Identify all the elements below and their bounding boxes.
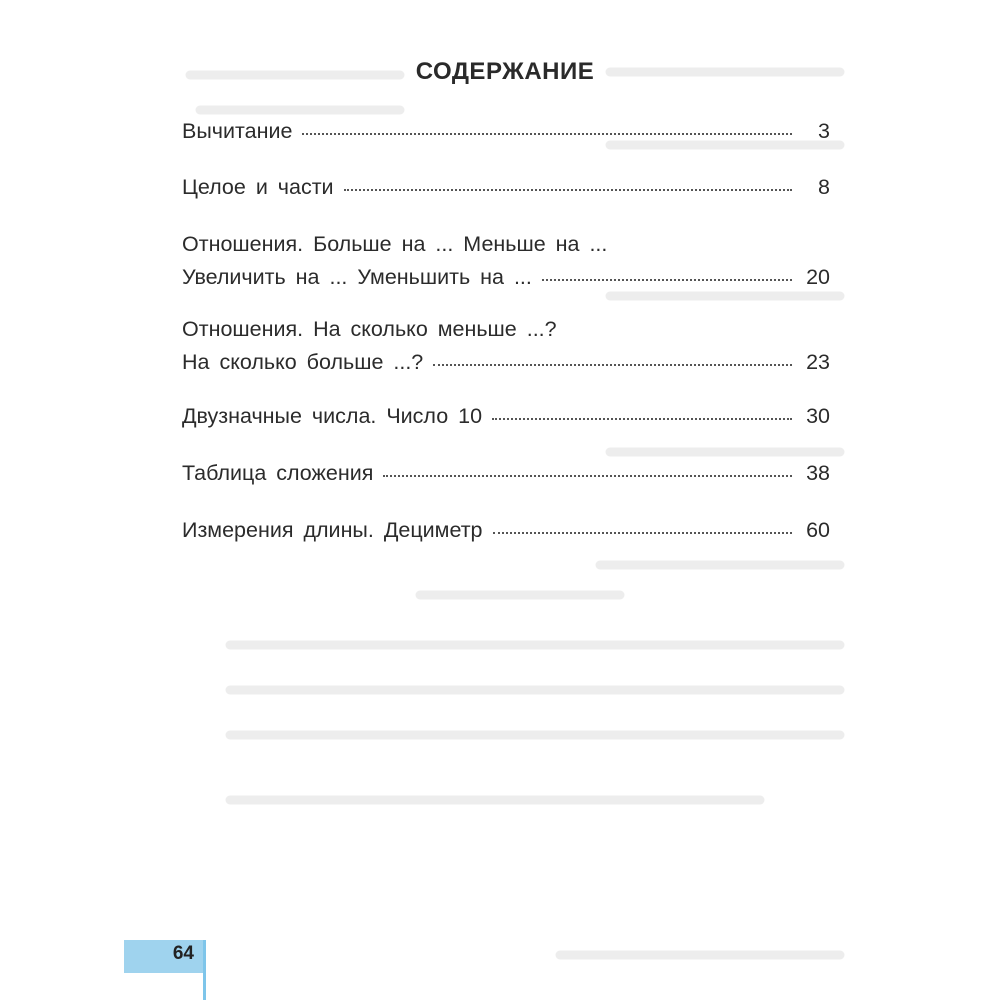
page-title: СОДЕРЖАНИЕ — [415, 58, 595, 85]
toc-entry-addition-table[interactable] — [182, 457, 830, 490]
dot-leader — [492, 418, 792, 420]
toc-entry-page: 8 — [818, 175, 830, 199]
dot-leader — [433, 364, 792, 366]
toc-entry-line — [182, 228, 830, 261]
toc-entry-title: Целое и части — [182, 175, 334, 199]
toc-entry-subtraction[interactable] — [182, 115, 830, 148]
toc-entry-line — [182, 261, 830, 294]
toc-entry-length-measurement[interactable] — [182, 514, 830, 547]
dot-leader — [383, 475, 792, 477]
toc-entry-line — [182, 313, 830, 346]
toc-entry-line — [182, 115, 830, 148]
toc-entry-line — [182, 400, 830, 433]
toc-entry-page: 30 — [806, 404, 830, 428]
toc-entry-page: 3 — [818, 119, 830, 143]
toc-entry-line — [182, 346, 830, 379]
toc-entry-title-continued: Увеличить на ... Уменьшить на ... — [182, 265, 532, 289]
toc-entry-title: Таблица сложения — [182, 461, 374, 485]
toc-entry-line — [182, 457, 830, 490]
toc-entry-title-continued: На сколько больше ...? — [182, 350, 424, 374]
dot-leader — [493, 532, 792, 534]
dot-leader — [344, 189, 792, 191]
toc-entry-page: 20 — [806, 265, 830, 289]
toc-entry-relations-how-many[interactable] — [182, 313, 830, 379]
toc-entry-page: 60 — [806, 518, 830, 542]
page-number-tab — [124, 940, 204, 973]
toc-entry-title: Вычитание — [182, 119, 293, 143]
toc-entry-line — [182, 171, 830, 204]
toc-entry-whole-and-parts[interactable] — [182, 171, 830, 204]
toc-entry-line — [182, 514, 830, 547]
toc-entry-title: Двузначные числа. Число 10 — [182, 404, 483, 428]
toc-entry-title: Отношения. Больше на ... Меньше на ... — [182, 232, 608, 256]
toc-entry-title: Измерения длины. Дециметр — [182, 518, 483, 542]
toc-entry-page: 38 — [806, 461, 830, 485]
toc-entry-two-digit-numbers[interactable] — [182, 400, 830, 433]
page-number: 64 — [172, 943, 194, 964]
dot-leader — [302, 133, 792, 135]
dot-leader — [542, 279, 792, 281]
toc-entry-title: Отношения. На сколько меньше ...? — [182, 317, 557, 341]
toc-entry-page: 23 — [806, 350, 830, 374]
margin-rule — [203, 940, 206, 1000]
toc-entry-relations-more-less-by[interactable] — [182, 228, 830, 294]
